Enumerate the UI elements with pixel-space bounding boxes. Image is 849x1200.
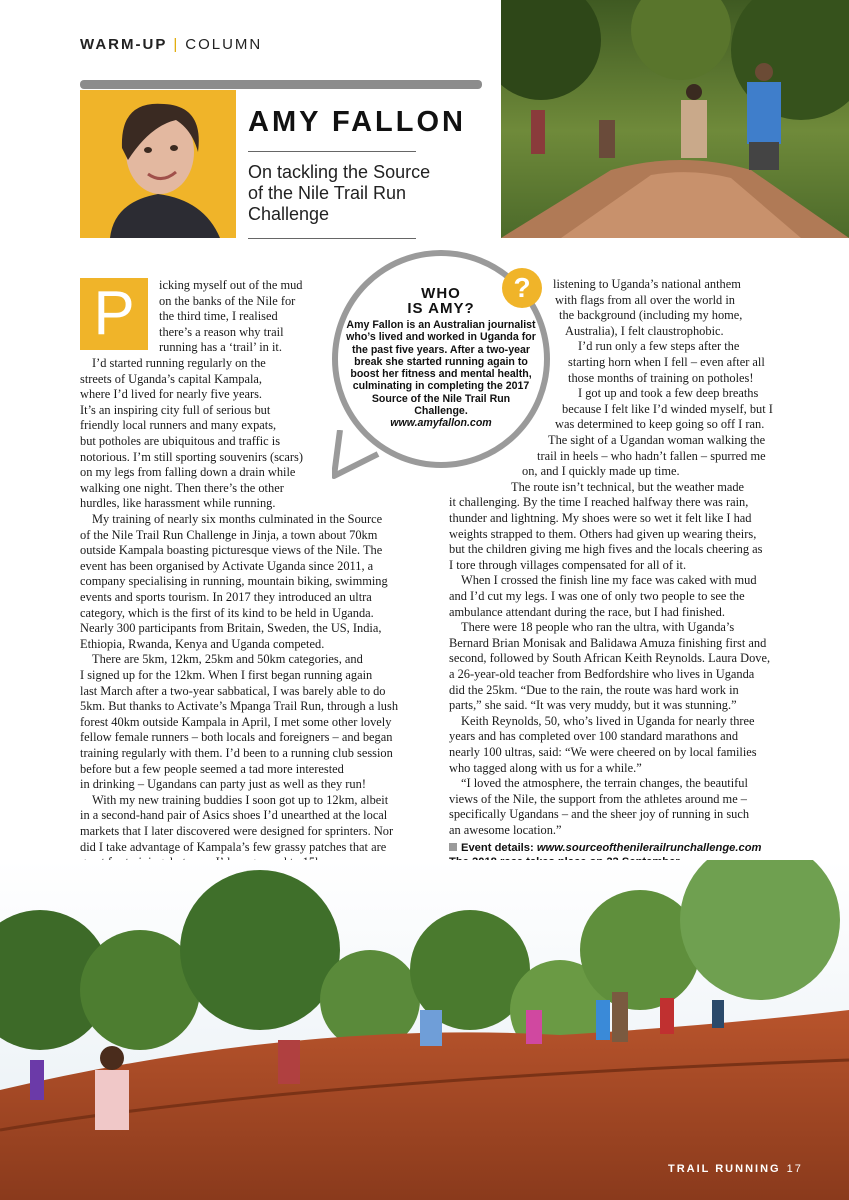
article-line: because I felt like I’d winded myself, but I [562, 401, 773, 416]
article-line: icking myself out of the mud [159, 278, 303, 292]
article-line: the third time, I realised [159, 309, 278, 324]
section-name: WARM-UP [80, 36, 168, 53]
article-line: “I loved the atmosphere, the terrain changes, the beautiful [461, 776, 748, 791]
sidebar-body [346, 319, 536, 430]
article-line: last March after a two-year sabbatical, I was barely able to do [80, 683, 386, 698]
magazine-name: TRAIL RUNNING [668, 1163, 781, 1175]
event-website-link[interactable]: www.sourceofthenilerailrunchallenge.com [536, 842, 762, 854]
section-separator: | [173, 36, 180, 53]
article-line: in a second-hand pair of Asics shoes I’d unearthed at the local [80, 808, 388, 823]
article-line: a 26-year-old teacher from Bedfordshire who lives in Uganda [449, 667, 755, 681]
article-line: 5km. But thanks to Activate’s Mpanga Trail Run, through a lush [80, 699, 399, 714]
event-label: Event details: [461, 842, 534, 854]
article-line: listening to Uganda’s national anthem [553, 277, 741, 291]
question-mark-icon: ? [502, 268, 542, 308]
article-line: fellow female runners – both locals and foreigners – and began [80, 730, 393, 745]
article-line: The route isn’t technical, but the weather made [511, 479, 745, 494]
article-line: I’d run only a few steps after the [578, 339, 740, 354]
article-line: There are 5km, 12km, 25km and 50km categories, and [92, 652, 363, 667]
article-line: With my new training buddies I soon got up to 12km, albeit [92, 792, 389, 807]
article-line: starting horn when I fell – even after all [568, 355, 765, 369]
author-portrait [80, 90, 236, 238]
field-runners-photo [0, 860, 849, 1200]
article-line: of the Nile Trail Run Challenge in Jinja, a town about 70km [80, 527, 378, 542]
page-footer [668, 1163, 803, 1175]
article-line: My training of nearly six months culminated in the Source [92, 512, 383, 526]
article-line: an awesome location.” [449, 823, 562, 837]
article-line: with flags from all over the world in [555, 292, 735, 307]
article-line: events and sports tourism. In 2017 they introduced an ultra [80, 590, 372, 604]
article-line: on, and I quickly made up time. [522, 464, 680, 479]
article-line: there’s a reason why trail [159, 324, 284, 339]
article-line: I tore through villages compensated for all of it. [449, 557, 687, 572]
sidebar-website-link[interactable]: www.amyfallon.com [390, 417, 492, 430]
section-type: COLUMN [185, 36, 263, 53]
article-line: the background (including my home, [559, 308, 743, 323]
article-line: ambulance attendant during the race, but I had finished. [449, 604, 725, 619]
bottom-photo-trail-field [0, 860, 849, 1200]
article-line: Nearly 300 participants from Britain, Sweden, the US, India, [80, 621, 382, 636]
article-line: who tagged along with us for a while.” [449, 760, 642, 775]
article-line: When I crossed the finish line my face was caked with mud [461, 573, 757, 588]
article-line: where I’d lived for nearly five years. [80, 387, 262, 402]
article-line: friendly local runners and many expats, [80, 418, 277, 433]
page-number: 17 [786, 1163, 803, 1175]
article-line: I signed up for the 12km. When I first began running again [80, 668, 373, 682]
article-line: I’d started running regularly on the [92, 356, 266, 370]
portrait-illustration [80, 90, 236, 238]
article-line: markets that I later discovered were designed for sprinters. Nor [80, 824, 394, 838]
article-line: before but a few people seemed a tad more interested [80, 761, 344, 776]
article-line: I got up and took a few deep breaths [578, 386, 759, 401]
sidebar-bio: Amy Fallon is an Australian journalist who’s lived and worked in Uganda for the past five years. After a two-year break she started running again to boost her fitness and mental health, culminating in completing the 2017 Source of the Nile Trail Run Challenge. [346, 319, 536, 418]
sidebar-title-line1: WHO [421, 285, 461, 302]
article-line: on my legs from falling down a drain while [80, 465, 296, 480]
section-label [80, 36, 262, 53]
subhead-rule-top [248, 151, 416, 152]
article-line: Bernard Brian Monisak and Balidawa Amuza finishing first and [449, 635, 767, 650]
subhead-rule-bottom [248, 238, 416, 239]
article-line: but potholes are ubiquitous and traffic is [80, 434, 281, 448]
article-line: There were 18 people who ran the ultra, with Uganda’s [461, 620, 735, 635]
article-subhead: On tackling the Source of the Nile Trail Run Challenge [248, 162, 431, 224]
article-line: views of the Nile, the support from the athletes around me – [449, 791, 747, 806]
article-line: second, followed by South African Keith Reynolds. Laura Dove, [449, 651, 771, 666]
article-line: streets of Uganda’s capital Kampala, [80, 371, 263, 386]
article-line: it challenging. By the time I reached halfway there was rain, [449, 495, 749, 510]
author-name: AMY FALLON [248, 106, 466, 138]
header-rule [80, 80, 482, 89]
article-line: did I take advantage of Kampala’s few grassy patches that are [80, 839, 387, 854]
article-line: running has a ‘trail’ in it. [159, 340, 282, 355]
article-line: notorious. I’m still sporting souvenirs (scars) [80, 449, 304, 464]
article-line: but the children giving me high fives and the locals cheering as [449, 542, 763, 557]
top-photo-runners [501, 0, 849, 238]
article-line: trail in heels – who hadn’t fallen – spurred me [537, 448, 766, 463]
drop-cap: P [80, 278, 148, 350]
article-line: event has been organised by Activate Uganda since 2011, a [80, 558, 374, 573]
article-line: company specialising in running, mountain biking, swimming [80, 574, 388, 589]
article-line: on the banks of the Nile for [159, 293, 296, 308]
article-line: those months of training on potholes! [568, 370, 754, 385]
bubble-tail [332, 430, 392, 480]
article-line: nearly 100 ultras, said: “We were cheered on by local families [449, 745, 757, 759]
sidebar-title-line2: IS AMY? [407, 300, 475, 317]
article-line: The sight of a Ugandan woman walking the [548, 433, 766, 447]
article-line: outside Kampala boasting picturesque views of the Nile. The [80, 543, 383, 558]
article-line: parts,” she said. “It was very muddy, but it was stunning.” [449, 698, 737, 713]
article-line: and I’d cut my legs. I was one of only two people to see the [449, 589, 745, 603]
article-line: specifically Ugandans – and the sheer joy of running in such [449, 807, 750, 822]
article-line: did the 25km. “Due to the rain, the route was hard work in [449, 682, 739, 697]
square-bullet-icon [449, 843, 457, 851]
article-line: weights strapped to them. Others had given up wearing theirs, [449, 526, 757, 541]
article-line: training regularly with them. I’d been to a running club session [80, 746, 393, 760]
article-line: was determined to keep going so off I ran. [555, 417, 765, 432]
article-line: Ethiopia, Rwanda, Kenya and Uganda competed. [80, 636, 325, 651]
article-line: category, which is the first of its kind to be held in Uganda. [80, 605, 374, 620]
article-line: walking one night. Then there’s the other [80, 480, 284, 495]
article-line: It’s an inspiring city full of serious but [80, 402, 271, 417]
article-line: in drinking – Ugandans can party just as well as they run! [80, 777, 366, 792]
article-line: thunder and lightning. My shoes were so wet it felt like I had [449, 511, 752, 525]
article-line: hurdles, like harassment while running. [80, 496, 276, 511]
article-line: Keith Reynolds, 50, who’s lived in Uganda for nearly three [461, 713, 755, 728]
article-line: Australia), I felt claustrophobic. [565, 323, 724, 338]
article-line: years and has completed over 100 standard marathons and [449, 729, 739, 744]
runners-on-trail-photo [501, 0, 849, 238]
article-line: forest 40km outside Kampala in April, I met some other lovely [80, 714, 392, 729]
